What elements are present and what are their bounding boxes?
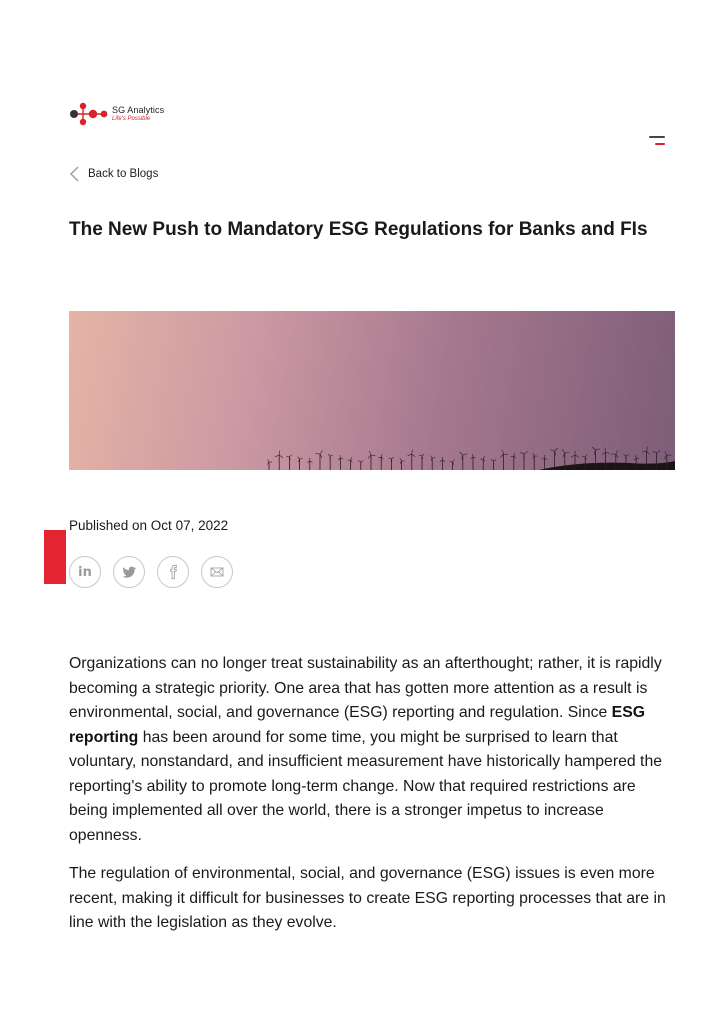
share-buttons	[69, 556, 233, 588]
linkedin-icon: in	[78, 564, 92, 580]
article-paragraph-2: The regulation of environmental, social, and governance (ESG) issues is even more recent, making it difficult for businesses to create ESG reporting processes that are in line with the legislation as they evolve.	[69, 865, 666, 931]
brand-logo[interactable]	[69, 101, 179, 127]
share-facebook-button[interactable]	[157, 556, 189, 588]
back-link-label: Back to Blogs	[88, 168, 159, 180]
menu-icon	[649, 136, 665, 138]
email-icon	[209, 564, 225, 580]
facebook-icon	[165, 564, 181, 580]
article-body	[69, 652, 675, 950]
share-linkedin-button[interactable]	[69, 556, 101, 588]
twitter-icon	[121, 564, 137, 580]
share-email-button[interactable]	[201, 556, 233, 588]
share-twitter-button[interactable]	[113, 556, 145, 588]
chevron-left-icon	[68, 165, 80, 183]
back-to-blogs-link[interactable]	[68, 165, 158, 183]
logo-text	[112, 106, 164, 122]
article-paragraph-1	[69, 652, 675, 848]
menu-button[interactable]	[647, 134, 667, 148]
paragraph-text: has been around for some time, you might be surprised to learn that voluntary, nonstandard, and insufficient measurement have historically hampered the reporting's ability to promote long-term change. Now that required restrictions are being implemented all over the world, there is a stronger impetus to increase openness.	[69, 728, 663, 844]
brand-name: SG Analytics	[112, 105, 165, 115]
brand-tagline: Life's Possible	[112, 116, 151, 122]
published-date: Published on Oct 07, 2022	[69, 518, 229, 533]
esg-reporting-link[interactable]: ESG reporting	[69, 704, 646, 746]
page-title: The New Push to Mandatory ESG Regulations for Banks and FIs	[69, 219, 648, 240]
hero-image	[69, 311, 675, 470]
menu-icon-accent	[655, 143, 665, 145]
wind-turbines-silhouette	[69, 311, 675, 470]
logo-mark-icon	[69, 101, 111, 127]
paragraph-text: Organizations can no longer treat sustainability as an afterthought; rather, it is rapidly becoming a strategic priority. One area that has gotten more attention as a result is environmental, social, and governance (ESG) reporting and regulation. Since	[69, 655, 662, 721]
side-feedback-tab[interactable]	[44, 530, 66, 584]
